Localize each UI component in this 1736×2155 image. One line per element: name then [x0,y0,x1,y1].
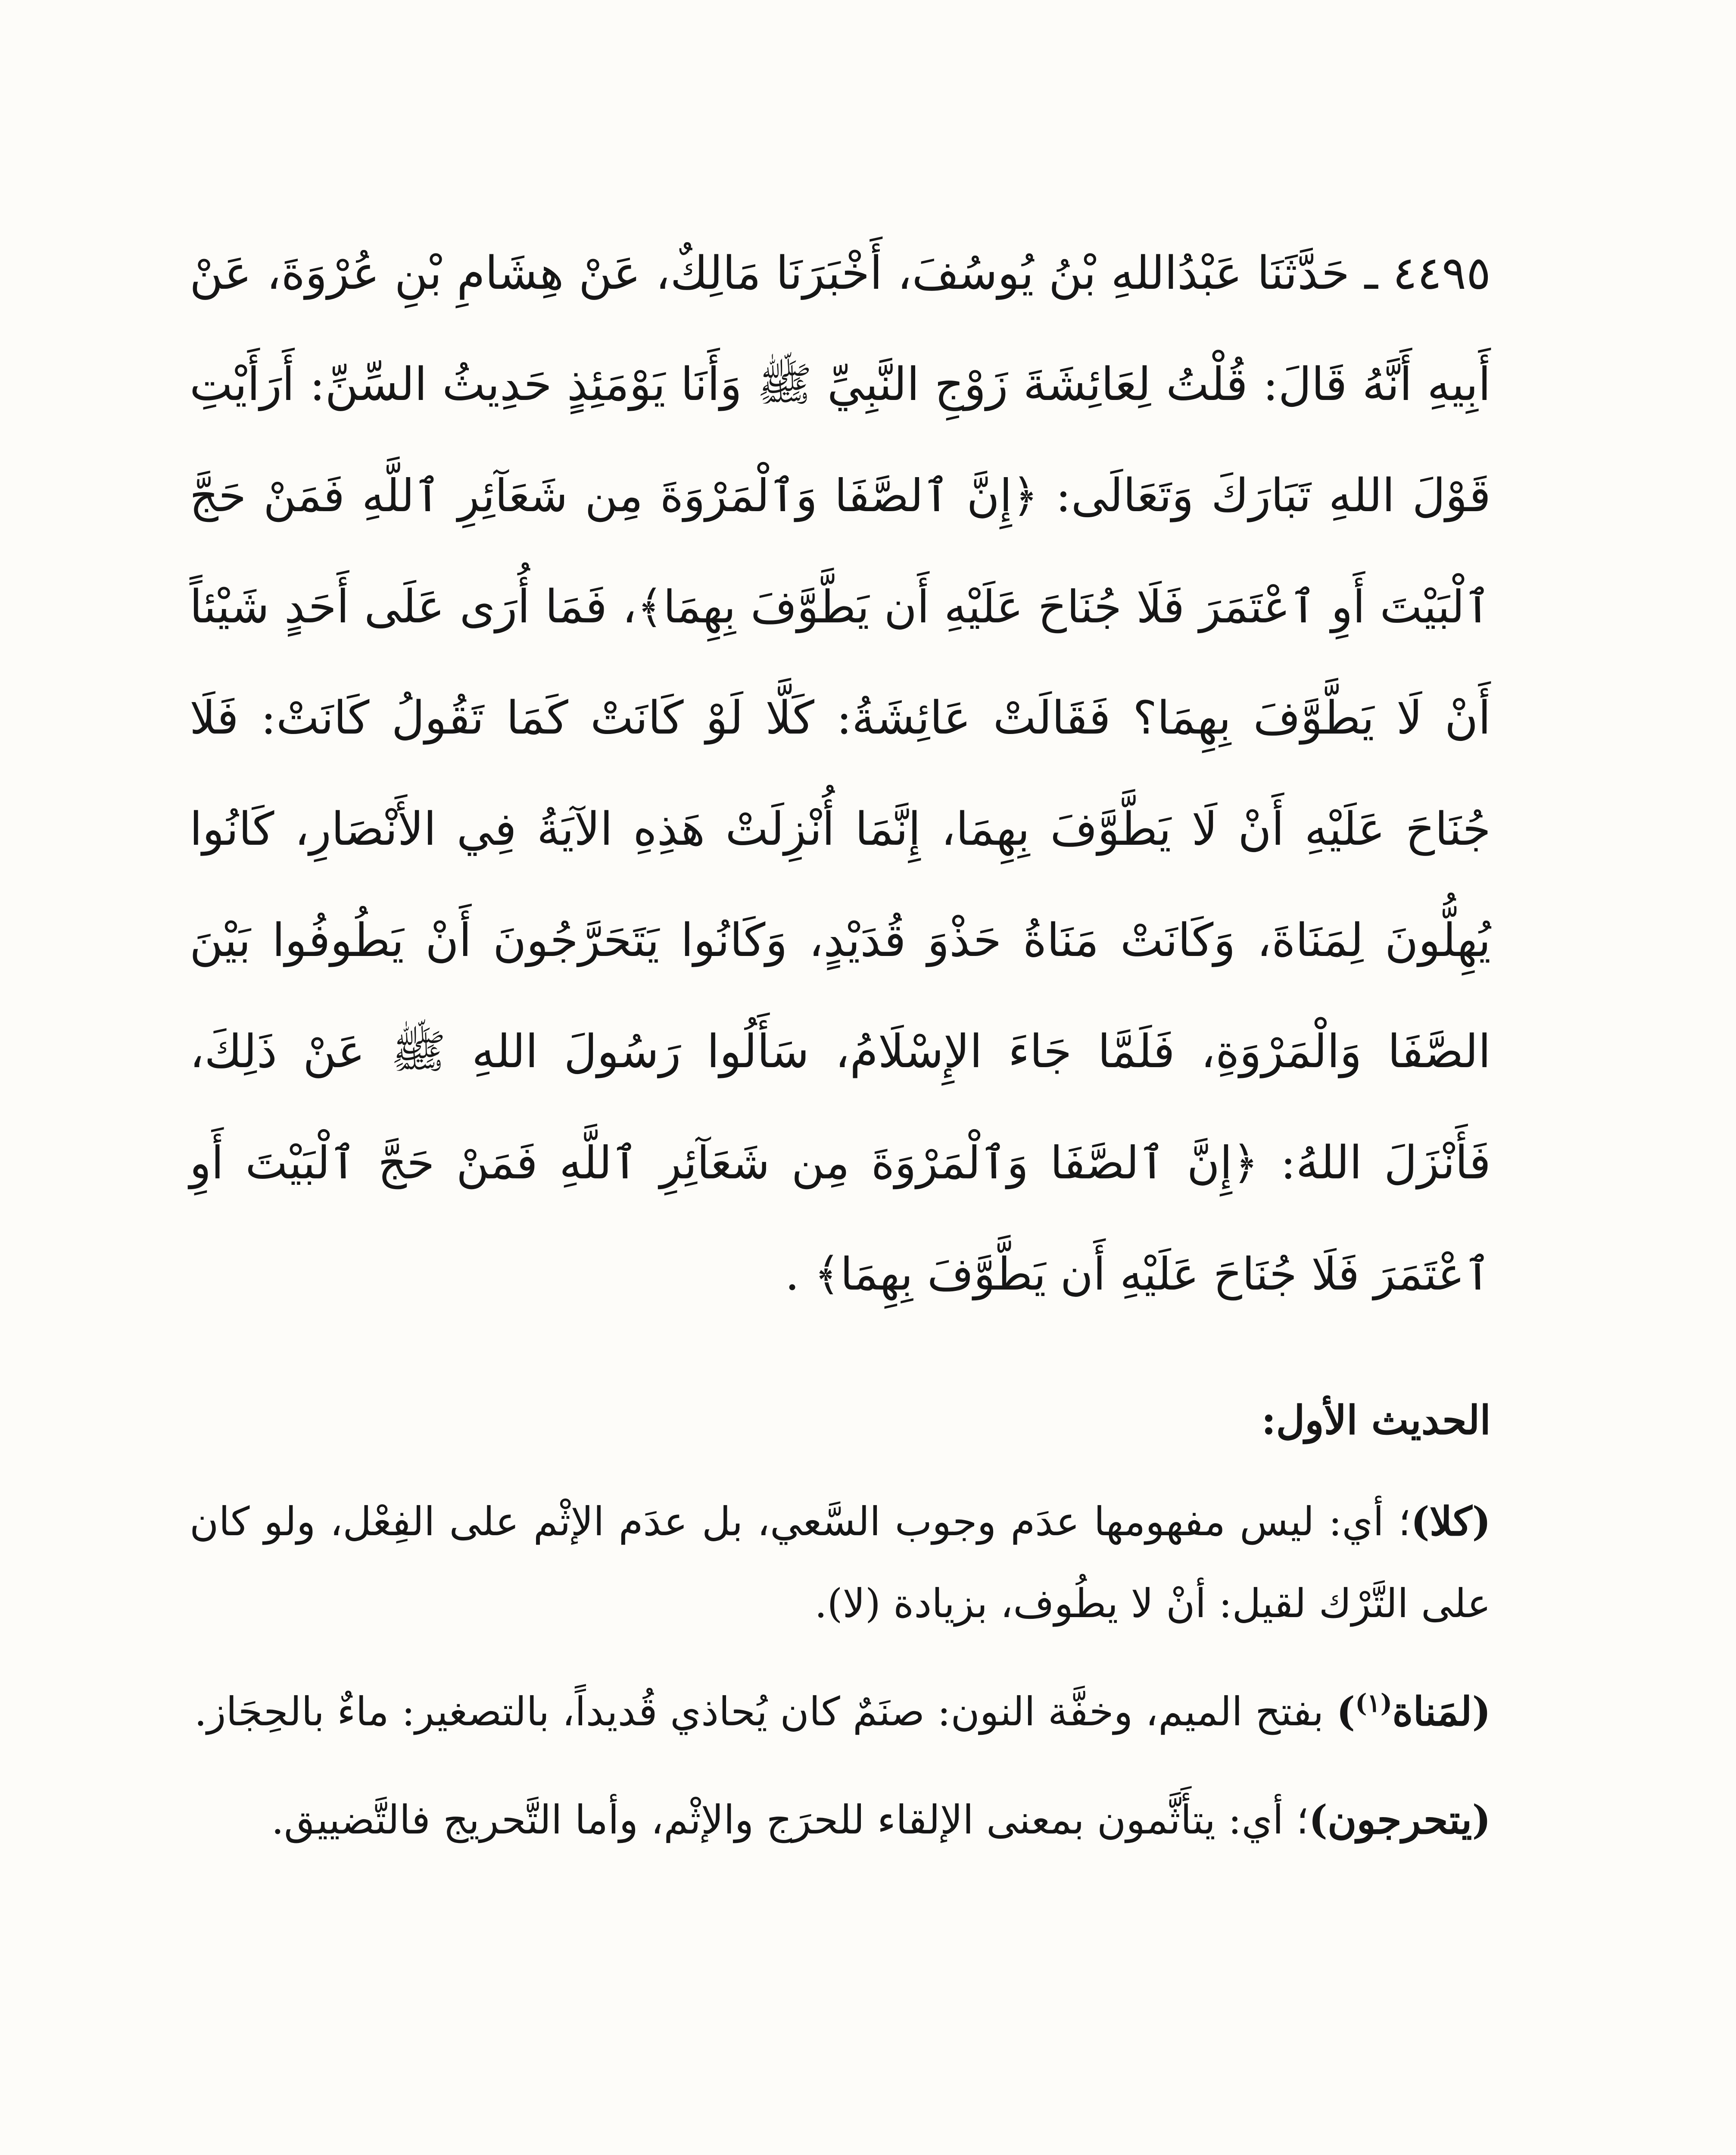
main-text [190,218,1491,1887]
comment-text: ؛ أي: ليس مفهومها عدَم وجوب السَّعي، بل عدَم الإثْم على الفِعْل، ولو كان على التَّرْك لقيل: أنْ لا يطُوف، بزيادة (لا). [190,1499,1491,1627]
comment-text: ؛ أي: يتأَثَّمون بمعنى الإلقاء للحرَج والإثْم، وأما التَّحريج فالتَّضييق. [271,1797,1309,1843]
comment-term: (يتحرجون) [1309,1796,1491,1843]
hadith-end: . [785,1247,800,1300]
hadith-body: ، فَمَا أُرَى عَلَى أَحَدٍ شَيْئاً أَنْ لَا يَطَّوَّفَ بِهِمَا؟ فَقَالَتْ عَائِشَةُ: كَلَّا لَوْ كَانَتْ كَمَا تَقُولُ كَانَتْ: فَلَا جُنَاحَ عَلَيْهِ أَنْ لَا يَطَّوَّفَ بِهِمَا، إِنَّمَا أُنْزِلَتْ هَذِهِ الآيَةُ فِي الأَنْصَارِ، كَانُوا يُهِلُّونَ لِمَنَاةَ، وَكَانَتْ مَنَاةُ حَذْوَ قُدَيْدٍ، وَكَانُوا يَتَحَرَّجُونَ أَنْ يَطُوفُوا بَيْنَ الصَّفَا وَالْمَرْوَةِ، فَلَمَّا جَاءَ الإِسْلَامُ، سَأَلُوا رَسُولَ اللهِ ﷺ عَنْ ذَلِكَ، فَأَنْزَلَ اللهُ: [190,580,1491,1189]
comment-term: (كلا) [1411,1498,1491,1545]
comment-entry [190,1480,1491,1645]
footnote-ref: (١) [1355,1688,1393,1718]
hadith-text: ٤٤٩٥ ـ حَدَّثَنَا عَبْدُاللهِ بْنُ يُوسُفَ، أَخْبَرَنَا مَالِكٌ، عَنْ هِشَامِ بْنِ عُرْوَةَ، عَنْ أَبِيهِ أَنَّهُ قَالَ: قُلْتُ لِعَائِشَةَ زَوْجِ النَّبِيِّ ﷺ وَأَنَا يَوْمَئِذٍ حَدِيثُ السِّنِّ: أَرَأَيْتِ قَوْلَ اللهِ تَبَارَكَ وَتَعَالَى: ﴿إِنَّ ٱلصَّفَا وَٱلْمَرْوَةَ مِن شَعَآئِرِ ٱللَّهِ فَمَنْ حَجَّ ٱلْبَيْتَ أَوِ ٱعْتَمَرَ فَلَا جُنَاحَ عَلَيْهِ أَن يَطَّوَّفَ بِهِمَا﴾، فَمَا أُرَى عَلَى أَحَدٍ شَيْئاً أَنْ لَا يَطَّوَّفَ بِهِمَا؟ فَقَالَتْ عَائِشَةُ: كَلَّا لَوْ كَانَتْ كَمَا تَقُولُ كَانَتْ: فَلَا جُنَاحَ عَلَيْهِ أَنْ لَا يَطَّوَّفَ بِهِمَا، إِنَّمَا أُنْزِلَتْ هَذِهِ الآيَةُ فِي الأَنْصَارِ، كَانُوا يُهِلُّونَ لِمَنَاةَ، وَكَانَتْ مَنَاةُ حَذْوَ قُدَيْدٍ، وَكَانُوا يَتَحَرَّجُونَ أَنْ يَطُوفُوا بَيْنَ الصَّفَا وَالْمَرْوَةِ، فَلَمَّا جَاءَ الإِسْلَامُ، سَأَلُوا رَسُولَ اللهِ ﷺ عَنْ ذَلِكَ، فَأَنْزَلَ اللهُ: ﴿إِنَّ ٱلصَّفَا وَٱلْمَرْوَةَ مِن شَعَآئِرِ ٱللَّهِ فَمَنْ حَجَّ ٱلْبَيْتَ أَوِ ٱعْتَمَرَ فَلَا جُنَاحَ عَلَيْهِ أَن يَطَّوَّفَ بِهِمَا﴾ . [190,247,1491,1300]
comment-entry [190,1671,1491,1753]
hadith-isnad: حَدَّثَنَا عَبْدُاللهِ بْنُ يُوسُفَ، أَخْبَرَنَا مَالِكٌ، عَنْ هِشَامِ بْنِ عُرْوَةَ، عَنْ أَبِيهِ أَنَّهُ قَالَ: قُلْتُ لِعَائِشَةَ زَوْجِ النَّبِيِّ ﷺ وَأَنَا يَوْمَئِذٍ حَدِيثُ السِّنِّ: أَرَأَيْتِ قَوْلَ اللهِ تَبَارَكَ وَتَعَالَى: [190,247,1491,522]
hadith-number: ٤٤٩٥ [1393,247,1491,300]
quran-verse-1: ﴿إِنَّ ٱلصَّفَا وَٱلْمَرْوَةَ مِن شَعَآئِرِ ٱللَّهِ فَمَنْ حَجَّ ٱلْبَيْتَ أَوِ ٱعْتَمَرَ فَلَا جُنَاحَ عَلَيْهِ أَن يَطَّوَّفَ بِهِمَا﴾ [190,469,1491,633]
section-heading: الحديث الأول: [1261,1397,1491,1443]
comment-term-close: ) [1336,1688,1356,1735]
comment-entry [190,1779,1491,1861]
comment-term [1337,1688,1491,1735]
quran-verse-2: ﴿إِنَّ ٱلصَّفَا وَٱلْمَرْوَةَ مِن شَعَآئِرِ ٱللَّهِ فَمَنْ حَجَّ ٱلْبَيْتَ أَوِ ٱعْتَمَرَ فَلَا جُنَاحَ عَلَيْهِ أَن يَطَّوَّفَ بِهِمَا﴾ [190,1137,1491,1300]
comment-term-text: (لمَناة [1392,1688,1491,1735]
comment-text: بفتح الميم، وخفَّة النون: صنَمٌ كان يُحاذي قُديداً، بالتصغير: ماءٌ بالحِجَاز. [194,1689,1337,1735]
